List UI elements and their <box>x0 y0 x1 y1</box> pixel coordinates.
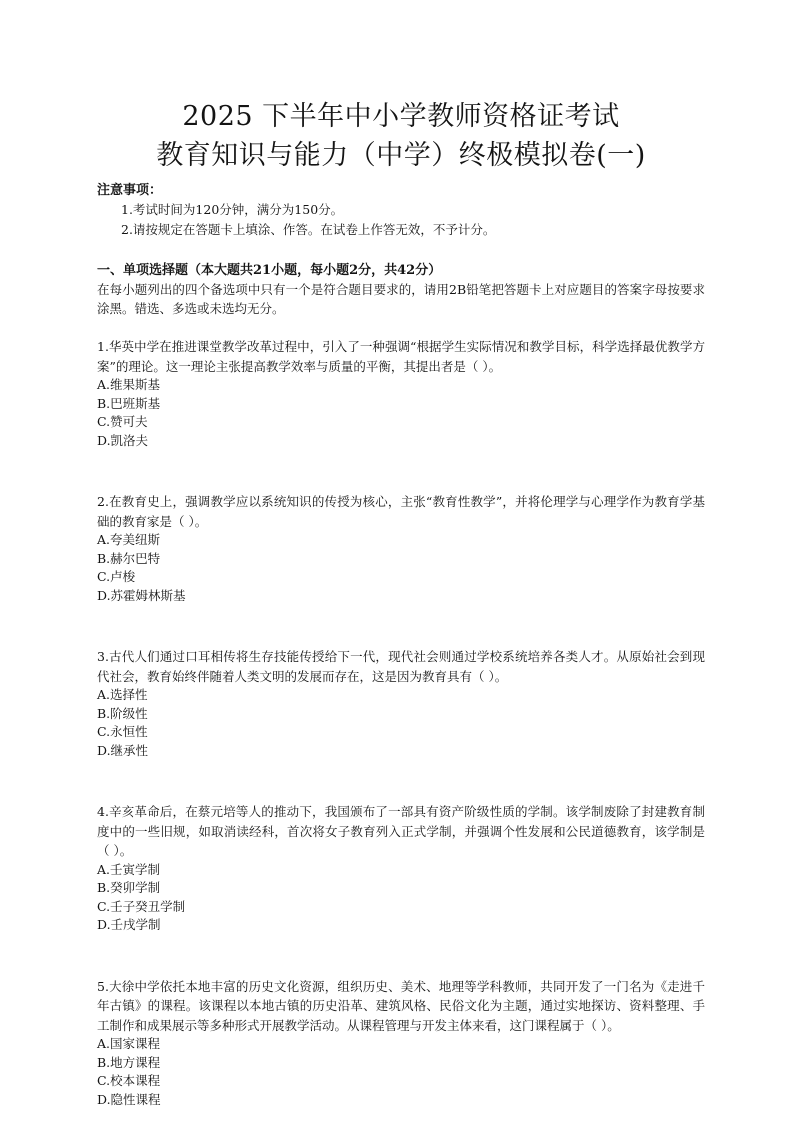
option-d: D.隐性课程 <box>97 1091 161 1107</box>
question-stem: 3.古代人们通过口耳相传将生存技能传授给下一代，现代社会则通过学校系统培养各类人才。从原始社会到现代社会，教育始终伴随着人类文明的发展而存在，这是因为教育具有（ ）。 <box>97 649 705 684</box>
option-a: A.选择性 <box>97 687 148 702</box>
option-d: D.凯洛夫 <box>97 432 149 448</box>
option-c: C.永恒性 <box>97 724 148 739</box>
question-3 <box>97 647 705 760</box>
question-4 <box>97 802 705 935</box>
option-a: A.国家课程 <box>97 1036 161 1051</box>
question-stem: 2.在教育史上，强调教学应以系统知识的传授为核心，主张“教育性教学”，并将伦理学与心理学作为教育学基础的教育家是（ ）。 <box>97 494 705 529</box>
option-d: D.继承性 <box>97 742 149 758</box>
option-c: C.壬子癸丑学制 <box>97 898 186 914</box>
section-instruction: 在每小题列出的四个备选项中只有一个是符合题目要求的，请用2B铅笔把答题卡上对应题目的答案字母按要求涂黑。错选、多选或未选均无分。 <box>97 282 705 316</box>
notice-item-answer-rule: 2.请按规定在答题卡上填涂、作答。在试卷上作答无效，不予计分。 <box>121 222 496 237</box>
option-b: B.地方课程 <box>97 1054 161 1070</box>
exam-title-line2: 教育知识与能力（中学）终极模拟卷(一) <box>156 140 646 171</box>
notice-block <box>97 181 705 240</box>
option-a: A.夸美纽斯 <box>97 532 161 547</box>
option-a: A.维果斯基 <box>97 377 161 392</box>
option-b: B.癸卯学制 <box>97 880 161 895</box>
section-heading-single-choice: 一、单项选择题（本大题共21小题，每小题2分，共42分） <box>97 263 442 278</box>
option-d: D.壬戌学制 <box>97 917 161 932</box>
question-stem: 5.大徐中学依托本地丰富的历史文化资源，组织历史、美术、地理等学科教师，共同开发了一门名为《走进千年古镇》的课程。该课程以本地古镇的历史沿革、建筑风格、民俗文化为主题，通过实地探访、资料整理、手工制作和成果展示等多种形式开展教学活动。从课程管理与开发主体来看，这门课程属于（ ）。 <box>97 978 705 1033</box>
option-b: B.阶级性 <box>97 705 148 721</box>
question-2 <box>97 492 705 605</box>
notice-item-time: 1.考试时间为120分钟，满分为150分。 <box>121 202 344 217</box>
option-c: C.校本课程 <box>97 1073 161 1088</box>
option-c: C.赞可夫 <box>97 414 148 429</box>
question-5 <box>97 977 705 1110</box>
exam-title-line1: 2025 下半年中小学教师资格证考试 <box>182 101 620 132</box>
notice-heading: 注意事项： <box>97 183 163 198</box>
question-stem: 1.华英中学在推进课堂教学改革过程中，引入了一种强调“根据学生实际情况和教学目标，科学选择最优教学方案”的理论。这一理论主张提高教学效率与质量的平衡，其提出者是（ ）。 <box>97 339 705 374</box>
option-b: B.巴班斯基 <box>97 395 161 411</box>
option-d: D.苏霍姆林斯基 <box>97 587 186 603</box>
option-b: B.赫尔巴特 <box>97 550 161 566</box>
option-a: A.壬寅学制 <box>97 861 161 877</box>
option-c: C.卢梭 <box>97 569 136 584</box>
question-stem: 4.辛亥革命后，在蔡元培等人的推动下，我国颁布了一部具有资产阶级性质的学制。该学制废除了封建教育制度中的一些旧规，如取消读经科，首次将女子教育列入正式学制，并强调个性发展和公民道德教育，该学制是（ ）。 <box>97 804 705 858</box>
question-1 <box>97 337 705 450</box>
